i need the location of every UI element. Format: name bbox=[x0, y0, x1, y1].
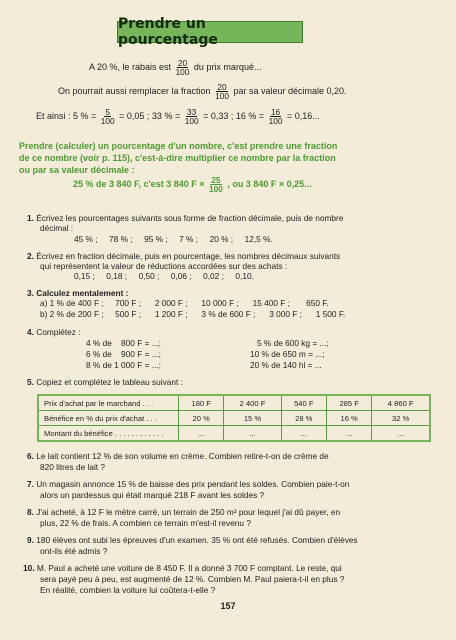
exercise-5: 5. Copiez et complétez le tableau suivant : bbox=[27, 377, 183, 387]
table-row bbox=[38, 426, 430, 442]
exercise-2-items: 0,15 ; 0,18 ; 0,50 ; 0,06 ; 0,02 ; 0,10. bbox=[74, 271, 254, 281]
table-cell: 180 F bbox=[179, 395, 224, 411]
exercise-1-line-2: décimal : bbox=[40, 223, 74, 233]
exercise-4-item: 10 % de 650 m = ...; bbox=[250, 349, 325, 359]
table-row-label: Prix d'achat par le marchand . . . bbox=[38, 395, 179, 411]
rule-example: 25 % de 3 840 F, c'est 3 840 F × $\frac{25}{100}$ , ou 3 840 F × 0,25... bbox=[73, 175, 312, 195]
table-cell: ... bbox=[281, 426, 326, 442]
table-cell: ... bbox=[372, 426, 430, 442]
exercise-3: 3. Calculez mentalement : bbox=[27, 288, 129, 298]
exercise-7-line-2: alors un pardessus qui était marqué 218 F avant les soldes ? bbox=[40, 490, 265, 500]
intro-text: On pourrait aussi remplacer la fraction bbox=[58, 86, 211, 97]
table-cell: 540 F bbox=[281, 395, 326, 411]
table-row bbox=[38, 411, 430, 426]
exercise-4: 4. Complétez : bbox=[27, 327, 81, 337]
intro-text: par sa valeur décimale 0,20. bbox=[233, 86, 347, 97]
exercise-9-line-2: ont-ils été admis ? bbox=[40, 546, 108, 556]
table-cell: 285 F bbox=[326, 395, 371, 411]
exercise-4-item: 6 % de 900 F = ...; bbox=[86, 349, 161, 359]
exercise-7: 7. Un magasin annonce 15 % de baisse des prix pendant les soldes. Combien paie-t-on bbox=[27, 479, 350, 489]
rule-line-1: Prendre (calculer) un pourcentage d'un nombre, c'est prendre une fraction bbox=[19, 141, 338, 151]
table-cell: 4 860 F bbox=[372, 395, 430, 411]
exercise-2-line-2: qui représentent la valeur de réductions accordées sur des achats : bbox=[40, 261, 288, 271]
exercise-4-item: 4 % de 800 F = ...; bbox=[86, 338, 161, 348]
fraction: $\frac{20}{100}$ bbox=[175, 58, 190, 78]
table-cell: ... bbox=[224, 426, 281, 442]
fraction: $\frac{20}{100}$ bbox=[215, 82, 229, 102]
page-number: 157 bbox=[220, 601, 236, 611]
table-cell: 32 % bbox=[372, 411, 430, 426]
table-row-label: Montant du bénéfice . . . . . . . . . . . . bbox=[38, 426, 179, 442]
intro-line-2 bbox=[58, 83, 347, 101]
exercise-4-item: 20 % de 140 hl = ... bbox=[250, 360, 322, 370]
table-cell: 2 400 F bbox=[224, 395, 281, 411]
table-row-label: Bénéfice en % du prix d'achat . . . bbox=[38, 411, 179, 426]
exercise-3-a: a) 1 % de 400 F ; 700 F ; 2 000 F ; 10 000 F ; 15 400 F ; 650 F. bbox=[40, 298, 329, 308]
exercise-10-line-3: En réalité, combien la voiture lui coûtera-t-elle ? bbox=[40, 585, 216, 595]
exercise-6-line-2: 820 litres de lait ? bbox=[40, 462, 106, 472]
table-cell: 16 % bbox=[326, 411, 371, 426]
fraction: $\frac{25}{100}$ bbox=[209, 175, 223, 195]
table-cell: 20 % bbox=[179, 411, 224, 426]
exercise-8-line-2: plus, 22 % de frais. A combien ce terrain m'est-il revenu ? bbox=[40, 518, 251, 528]
page-title: Prendre un pourcentage bbox=[117, 21, 303, 43]
exercise-3-b: b) 2 % de 200 F ; 500 F ; 1 200 F ; 3 % de 600 F ; 3 000 F ; 1 500 F. bbox=[40, 309, 346, 319]
intro-line-3: Et ainsi : 5 % = $\frac{5}{100}$ = 0,05 ; 33 % = $\frac{33}{100}$ = 0,33 ; 16 % = $\frac{16}{100}$ = 0,16... bbox=[36, 107, 320, 127]
exercise-10: 10. M. Paul a acheté une voiture de 8 450 F. Il a donné 3 700 F comptant. Le reste, qui bbox=[23, 563, 342, 573]
table-cell: 28 % bbox=[281, 411, 326, 426]
table-cell: ... bbox=[326, 426, 371, 442]
rule-line-2: de ce nombre (voir p. 115), c'est-à-dire multiplier ce nombre par la fraction bbox=[19, 153, 336, 163]
intro-text: A 20 %, le rabais est bbox=[89, 62, 172, 73]
exercise-1-items: 45 % ; 78 % ; 95 % ; 7 % ; 20 % ; 12,5 %. bbox=[74, 234, 273, 244]
exercise-4-item: 8 % de 1 000 F = ...; bbox=[86, 360, 161, 370]
exercise-6: 6. Le lait contient 12 % de son volume en crème. Combien retire-t-on de crème de bbox=[27, 451, 329, 461]
table-cell: ... bbox=[179, 426, 224, 442]
fraction: $\frac{5}{100}$ bbox=[100, 107, 115, 127]
table-row bbox=[38, 395, 430, 411]
intro-text: du prix marqué... bbox=[193, 62, 262, 73]
intro-line-1 bbox=[89, 59, 261, 77]
rule-line-3: ou par sa valeur décimale : bbox=[19, 165, 135, 175]
fraction: $\frac{16}{100}$ bbox=[268, 107, 283, 127]
fraction: $\frac{33}{100}$ bbox=[184, 107, 199, 127]
exercise-2: 2. Écrivez en fraction décimale, puis en pourcentage, les nombres décimaux suivants bbox=[27, 251, 341, 261]
exercise-4-item: 5 % de 600 kg = ...; bbox=[257, 338, 329, 348]
exercise-9: 9. 180 élèves ont subi les épreuves d'un examen. 35 % ont été refusés. Combien d'élèves bbox=[27, 535, 358, 545]
exercise-8: 8. J'ai acheté, à 12 F le mètre carré, un terrain de 250 m² pour lequel j'ai dû payer, en bbox=[27, 507, 341, 517]
exercise-1: 1. Écrivez les pourcentages suivants sous forme de fraction décimale, puis de nombre bbox=[27, 213, 344, 223]
exercise-10-line-2: sera payé peu à peu, est augmenté de 12 %. Combien M. Paul paiera-t-il en plus ? bbox=[40, 574, 345, 584]
percentage-table bbox=[37, 394, 431, 442]
table-cell: 15 % bbox=[224, 411, 281, 426]
